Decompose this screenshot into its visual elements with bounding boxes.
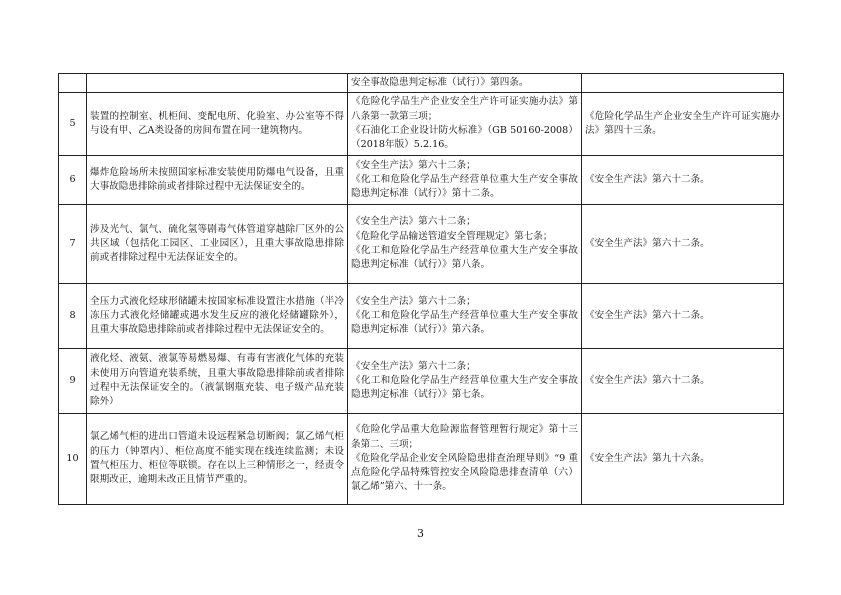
hazard-description: 全压力式液化烃球形储罐未按国家标准设置注水措施（半冷冻压力式液化烃储罐或遇水发生反应的液化烃储罐除外），且重大事故隐患排除前或者排除过程中无法保证安全的。 <box>87 284 348 349</box>
basis-line: 《化工和危险化学品生产经营单位重大生产安全事故隐患判定标准（试行）》第七条。 <box>351 374 578 401</box>
basis-line: 《危险化学品输送管道安全管理规定》第七条； <box>351 230 553 242</box>
basis-line: 《安全生产法》第六十二条； <box>351 159 476 171</box>
legal-basis <box>348 284 582 349</box>
penalty-basis: 《安全生产法》第六十二条。 <box>582 156 784 205</box>
hazard-description: 爆炸危险场所未按照国家标准安装使用防爆电气设备，且重大事故隐患排除前或者排除过程中无法保证安全的。 <box>87 156 348 205</box>
penalty-basis: 《安全生产法》第六十二条。 <box>582 349 784 414</box>
hazard-description <box>87 74 348 93</box>
basis-line: 《化工和危险化学品生产经营单位重大生产安全事故隐患判定标准（试行）》第六条。 <box>351 309 578 336</box>
row-number <box>59 74 87 93</box>
table-row <box>59 156 784 205</box>
table-row <box>59 74 784 93</box>
basis-line: 《化工和危险化学品生产经营单位重大生产安全事故隐患判定标准（试行）》第十二条。 <box>351 173 578 200</box>
hazard-table <box>58 73 784 505</box>
basis-line: 《危险化学品生产企业安全生产许可证实施办法》第八条第一款第三项； <box>351 96 578 122</box>
row-number: 7 <box>59 205 87 284</box>
table-row <box>59 414 784 505</box>
row-number: 5 <box>59 93 87 156</box>
penalty-basis: 《安全生产法》第六十二条。 <box>582 284 784 349</box>
table-row <box>59 349 784 414</box>
row-number: 10 <box>59 414 87 505</box>
penalty-basis: 《安全生产法》第六十二条。 <box>582 205 784 284</box>
legal-basis <box>348 93 582 156</box>
basis-line: 《安全生产法》第六十二条； <box>351 216 476 228</box>
penalty-basis: 《安全生产法》第九十六条。 <box>582 414 784 505</box>
penalty-basis <box>582 74 784 93</box>
table-row <box>59 284 784 349</box>
basis-line: 《危险化学品重大危险源监督管理暂行规定》第十三条第二、三项； <box>351 424 578 450</box>
penalty-basis: 《危险化学品生产企业安全生产许可证实施办法》第四十三条。 <box>582 93 784 156</box>
legal-basis <box>348 74 582 93</box>
hazard-description: 液化烃、液氨、液氯等易燃易爆、有毒有害液化气体的充装未使用万向管道充装系统，且重大事故隐患排除前或者排除过程中无法保证安全的。（液氯钢瓶充装、电子级产品充装除外） <box>87 349 348 414</box>
basis-line: 《安全生产法》第六十二条； <box>351 360 476 372</box>
row-number: 9 <box>59 349 87 414</box>
basis-line: 《安全生产法》第六十二条； <box>351 295 476 307</box>
legal-basis <box>348 205 582 284</box>
row-number: 8 <box>59 284 87 349</box>
basis-line: 安全事故隐患判定标准（试行）》第四条。 <box>351 76 529 88</box>
hazard-description: 涉及光气、氯气、硫化氢等剧毒气体管道穿越除厂区外的公共区域（包括化工园区、工业园区），且重大事故隐患排除前或者排除过程中无法保证安全的。 <box>87 205 348 284</box>
basis-line: 《危险化学品企业安全风险隐患排查治理导则》“9 重点危险化学品特殊管控安全风险隐患排查清单（六）氯乙烯”第六、十一条。 <box>351 452 578 493</box>
table-row <box>59 205 784 284</box>
row-number: 6 <box>59 156 87 205</box>
hazard-description: 氯乙烯气柜的进出口管道未设远程紧急切断阀；氯乙烯气柜的压力（钟罩内）、柜位高度不能实现在线连续监测；未设置气柜压力、柜位等联锁。存在以上三种情形之一，经责令限期改正，逾期未改正且情节严重的。 <box>87 414 348 505</box>
legal-basis <box>348 156 582 205</box>
basis-line: 《石油化工企业设计防火标准》（GB 50160-2008）（2018年版）5.2.16。 <box>351 125 578 151</box>
legal-basis <box>348 349 582 414</box>
legal-basis <box>348 414 582 505</box>
hazard-description: 装置的控制室、机柜间、变配电所、化验室、办公室等不得与设有甲、乙A类设备的房间布置在同一建筑物内。 <box>87 93 348 156</box>
table-row <box>59 93 784 156</box>
page-number: 3 <box>417 527 424 540</box>
basis-line: 《化工和危险化学品生产经营单位重大生产安全事故隐患判定标准（试行）》第八条。 <box>351 245 578 271</box>
